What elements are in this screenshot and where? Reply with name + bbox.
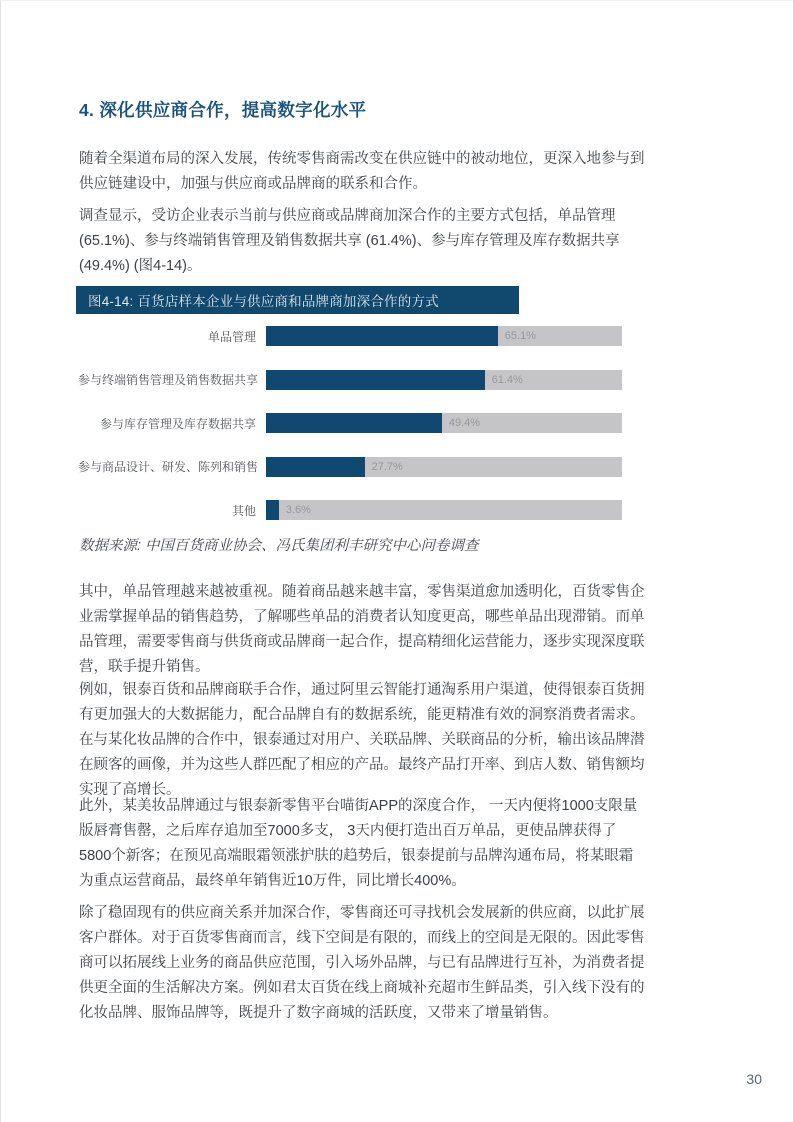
page-number: 30 [746, 1071, 762, 1087]
bar-track [266, 413, 622, 433]
bar-category-label: 参与商品设计、研发、陈列和销售 [78, 460, 259, 474]
bar-chart [78, 326, 622, 544]
bar-fill [266, 413, 442, 433]
chart-title: 图4-14: 百货店样本企业与供应商和品牌商加深合作的方式 [88, 294, 439, 309]
bar-value-label: 65.1% [504, 330, 536, 342]
bar-fill [266, 370, 485, 390]
bar-fill [266, 500, 279, 520]
paragraph-new-suppliers: 除了稳固现有的供应商关系并加深合作，零售商还可寻找机会发展新的供应商，以此扩展客户群体。对于百货零售商而言，线下空间是有限的，而线上的空间是无限的。因此零售商可以拓展线上业务的商品供应范围，引入场外品牌，与已有品牌进行互补，为消费者提供更全面的生活解决方案。例如君太百货在线上商城补充超市生鲜品类，引入线下没有的化妆品牌、服饰品牌等，既提升了数字商城的活跃度，又带来了增量销售。 [79, 905, 645, 1021]
bar-fill [266, 326, 498, 346]
bar-value-label: 27.7% [371, 460, 403, 473]
bar-track [266, 370, 622, 390]
paragraph-sku-management: 其中，单品管理越来越被重视。随着商品越来越丰富，零售渠道愈加透明化，百货零售企业需掌握单品的销售趋势，了解哪些单品的消费者认知度更高，哪些单品出现滞销。而单品管理，需要零售商与供货商或品牌商一起合作，提高精细化运营能力，逐步实现深度联营，联手提升销售。 [79, 584, 645, 675]
chart-row [78, 370, 622, 390]
bar-track [266, 326, 622, 346]
chart-row [78, 500, 622, 520]
bar-category-label: 其他 [231, 503, 256, 518]
chart-row [78, 457, 622, 477]
bar-value-label: 3.6% [285, 504, 311, 516]
bar-value-label: 49.4% [448, 417, 481, 429]
chart-row [78, 326, 622, 346]
data-source-note: 数据来源: 中国百货商业协会、冯氏集团利丰研究中心问卷调查 [79, 538, 479, 554]
chart-row [78, 413, 622, 433]
bar-category-label: 参与终端销售管理及销售数据共享 [78, 373, 259, 387]
bar-category-label: 参与库存管理及库存数据共享 [99, 416, 256, 431]
section-heading: 4. 深化供应商合作，提高数字化水平 [79, 100, 367, 120]
bar-value-label: 61.4% [491, 373, 523, 386]
paragraph-intime-case: 例如，银泰百货和品牌商联手合作，通过阿里云智能打通淘系用户渠道，使得银泰百货拥有更加强大的大数据能力，配合品牌自有的数据系统，能更精准有效的洞察消费者需求。在与某化妆品牌的合作中，银泰通过对用户、关联品牌、关联商品的分析，输出该品牌潜在顾客的画像，并为这些人群匹配了相应的产品。最终产品打开率、到店人数、销售额均实现了高增长。 [79, 682, 645, 798]
paragraph-survey: 调查显示，受访企业表示当前与供应商或品牌商加深合作的主要方式包括，单品管理 (65.1%)、参与终端销售管理及销售数据共享 (61.4%)、参与库存管理及库存数据共享 (49.4%) (图4-14)。 [79, 208, 620, 274]
bar-category-label: 单品管理 [207, 329, 256, 344]
paragraph-intro: 随着全渠道布局的深入发展，传统零售商需改变在供应链中的被动地位，更深入地参与到供应链建设中，加强与供应商或品牌商的联系和合作。 [79, 151, 645, 192]
paragraph-beauty-brand-case: 此外，某美妆品牌通过与银泰新零售平台喵街APP的深度合作， 一天内便将1000支限量版唇膏售罄，之后库存追加至7000多支， 3天内便打造出百万单品，更使品牌获得了5800个新客；在预见高端眼霜领涨护肤的趋势后，银泰提前与品牌沟通布局，将某眼霜为重点运营商品，最终单年销售近10万件，同比增长400%。 [79, 798, 638, 889]
bar-track [266, 457, 622, 477]
bar-track [266, 500, 622, 520]
chart-title-bar [76, 286, 519, 314]
bar-fill [266, 457, 365, 477]
